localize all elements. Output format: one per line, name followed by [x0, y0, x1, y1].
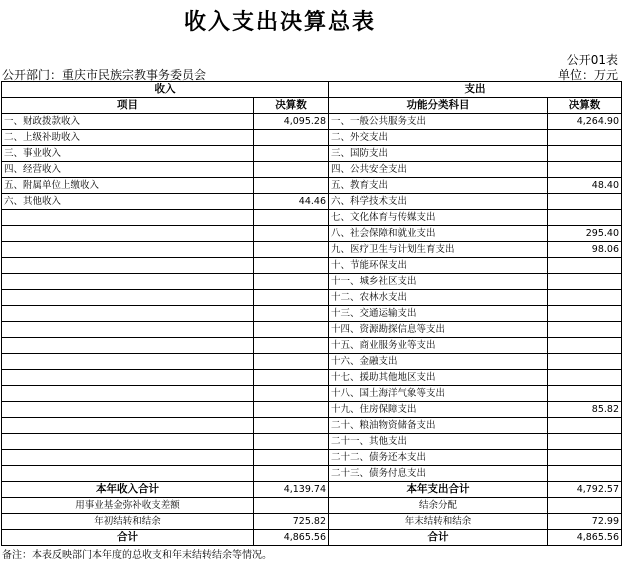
expense-amount-cell: 48.40 [548, 178, 622, 194]
income-group-header: 收入 [2, 82, 329, 98]
income-amount-cell [254, 210, 329, 226]
income-amount-cell [254, 162, 329, 178]
income-amount-cell [254, 258, 329, 274]
expense-item-cell: 四、公共安全支出 [329, 162, 548, 178]
income-amount-cell [254, 306, 329, 322]
expense-item-cell: 一、一般公共服务支出 [329, 114, 548, 130]
summary-right-label: 合计 [329, 530, 548, 546]
table-row [2, 290, 622, 306]
table-row [2, 322, 622, 338]
summary-left-label: 用事业基金弥补收支差额 [2, 498, 254, 514]
expense-item-cell: 九、医疗卫生与计划生育支出 [329, 242, 548, 258]
expense-item-cell: 五、教育支出 [329, 178, 548, 194]
income-amount-cell [254, 418, 329, 434]
income-item-cell [2, 226, 254, 242]
expense-item-cell: 十一、城乡社区支出 [329, 274, 548, 290]
income-item-cell [2, 450, 254, 466]
income-amount-cell [254, 354, 329, 370]
expense-amount-cell [548, 146, 622, 162]
income-item-cell [2, 466, 254, 482]
income-item-cell: 三、事业收入 [2, 146, 254, 162]
department-label: 公开部门：重庆市民族宗教事务委员会 [2, 68, 207, 82]
income-item-cell [2, 210, 254, 226]
income-amount-cell [254, 146, 329, 162]
expense-item-cell: 八、社会保障和就业支出 [329, 226, 548, 242]
expense-amount-cell [548, 386, 622, 402]
expense-amount-cell [548, 130, 622, 146]
table-row [2, 146, 622, 162]
group-header-row [2, 82, 622, 98]
income-item-cell [2, 306, 254, 322]
expense-amount-cell [548, 290, 622, 306]
summary-left-value: 4,139.74 [254, 482, 329, 498]
expense-amount-cell: 85.82 [548, 402, 622, 418]
income-amount-cell [254, 322, 329, 338]
expense-amount-cell [548, 450, 622, 466]
income-amount-cell [254, 290, 329, 306]
expense-item-cell: 十、节能环保支出 [329, 258, 548, 274]
summary-left-value: 4,865.56 [254, 530, 329, 546]
expense-item-cell: 十九、住房保障支出 [329, 402, 548, 418]
table-row [2, 418, 622, 434]
expense-amount-cell [548, 434, 622, 450]
income-amount-cell [254, 450, 329, 466]
expense-item-cell: 十三、交通运输支出 [329, 306, 548, 322]
item-column-header: 项目 [2, 98, 254, 114]
summary-right-value: 4,865.56 [548, 530, 622, 546]
page-title: 收入支出决算总表 [183, 10, 376, 35]
amount-column-header: 决算数 [254, 98, 329, 114]
expense-amount-cell: 4,264.90 [548, 114, 622, 130]
income-item-cell [2, 258, 254, 274]
form-number: 公开01表 [566, 53, 618, 67]
expense-amount-cell [548, 466, 622, 482]
income-amount-cell: 44.46 [254, 194, 329, 210]
income-item-cell [2, 386, 254, 402]
income-amount-cell [254, 434, 329, 450]
table-row [2, 210, 622, 226]
income-amount-cell [254, 226, 329, 242]
income-item-cell [2, 290, 254, 306]
income-item-cell [2, 370, 254, 386]
footnote: 备注：本表反映部门本年度的总收支和年末结转结余等情况。 [2, 550, 272, 561]
summary-right-value [548, 498, 622, 514]
expense-amount-cell [548, 274, 622, 290]
expense-amount-cell [548, 418, 622, 434]
summary-right-value: 4,792.57 [548, 482, 622, 498]
table-row [2, 178, 622, 194]
income-item-cell [2, 338, 254, 354]
income-item-cell [2, 354, 254, 370]
income-amount-cell [254, 466, 329, 482]
unit-label: 单位：万元 [557, 68, 618, 82]
income-item-cell: 一、财政拨款收入 [2, 114, 254, 130]
income-amount-cell [254, 242, 329, 258]
summary-right-label: 年末结转和结余 [329, 514, 548, 530]
expense-item-cell: 七、文化体育与传媒支出 [329, 210, 548, 226]
table-row [2, 162, 622, 178]
table-row [2, 114, 622, 130]
income-item-cell [2, 322, 254, 338]
table-row [2, 306, 622, 322]
table-row [2, 194, 622, 210]
table-row [2, 370, 622, 386]
income-item-cell [2, 434, 254, 450]
income-item-cell: 二、上级补助收入 [2, 130, 254, 146]
income-amount-cell [254, 338, 329, 354]
table-row [2, 466, 622, 482]
table-row [2, 130, 622, 146]
expense-item-cell: 十五、商业服务业等支出 [329, 338, 548, 354]
expense-item-cell: 三、国防支出 [329, 146, 548, 162]
expense-item-cell: 二、外交支出 [329, 130, 548, 146]
expense-item-cell: 二十一、其他支出 [329, 434, 548, 450]
table-row [2, 354, 622, 370]
summary-right-label: 结余分配 [329, 498, 548, 514]
income-item-cell [2, 402, 254, 418]
column-header-row [2, 98, 622, 114]
summary-left-label: 本年收入合计 [2, 482, 254, 498]
func-category-column-header: 功能分类科目 [329, 98, 548, 114]
expense-amount-cell: 295.40 [548, 226, 622, 242]
table-row [2, 450, 622, 466]
income-amount-cell [254, 130, 329, 146]
income-amount-cell [254, 402, 329, 418]
expense-amount-cell: 98.06 [548, 242, 622, 258]
expense-amount-cell [548, 322, 622, 338]
income-amount-cell [254, 386, 329, 402]
expense-item-cell: 十七、援助其他地区支出 [329, 370, 548, 386]
income-item-cell [2, 242, 254, 258]
amount2-column-header: 决算数 [548, 98, 622, 114]
summary-left-value [254, 498, 329, 514]
table-row [2, 402, 622, 418]
table-row [2, 258, 622, 274]
expense-amount-cell [548, 258, 622, 274]
expense-amount-cell [548, 210, 622, 226]
summary-right-value: 72.99 [548, 514, 622, 530]
summary-left-label: 合计 [2, 530, 254, 546]
expense-item-cell: 二十二、债务还本支出 [329, 450, 548, 466]
expense-item-cell: 二十三、债务付息支出 [329, 466, 548, 482]
table-row [2, 338, 622, 354]
expense-group-header: 支出 [329, 82, 622, 98]
income-item-cell: 六、其他收入 [2, 194, 254, 210]
expense-item-cell: 十四、资源勘探信息等支出 [329, 322, 548, 338]
summary-row [2, 514, 622, 530]
table-row [2, 274, 622, 290]
expense-item-cell: 二十、粮油物资储备支出 [329, 418, 548, 434]
income-item-cell [2, 418, 254, 434]
income-amount-cell [254, 370, 329, 386]
expense-amount-cell [548, 370, 622, 386]
expense-amount-cell [548, 338, 622, 354]
income-item-cell [2, 274, 254, 290]
summary-right-label: 本年支出合计 [329, 482, 548, 498]
expense-item-cell: 十六、金融支出 [329, 354, 548, 370]
expense-item-cell: 十二、农林水支出 [329, 290, 548, 306]
expense-amount-cell [548, 354, 622, 370]
income-amount-cell: 4,095.28 [254, 114, 329, 130]
expense-item-cell: 六、科学技术支出 [329, 194, 548, 210]
summary-left-value: 725.82 [254, 514, 329, 530]
income-amount-cell [254, 274, 329, 290]
income-item-cell: 四、经营收入 [2, 162, 254, 178]
table-row [2, 386, 622, 402]
summary-row [2, 482, 622, 498]
expense-amount-cell [548, 306, 622, 322]
table-row [2, 226, 622, 242]
income-amount-cell [254, 178, 329, 194]
summary-row [2, 498, 622, 514]
expense-item-cell: 十八、国土海洋气象等支出 [329, 386, 548, 402]
expense-amount-cell [548, 194, 622, 210]
expense-amount-cell [548, 162, 622, 178]
income-item-cell: 五、附属单位上缴收入 [2, 178, 254, 194]
table-row [2, 242, 622, 258]
summary-row [2, 530, 622, 546]
income-expense-table [1, 81, 622, 546]
table-row [2, 434, 622, 450]
summary-left-label: 年初结转和结余 [2, 514, 254, 530]
